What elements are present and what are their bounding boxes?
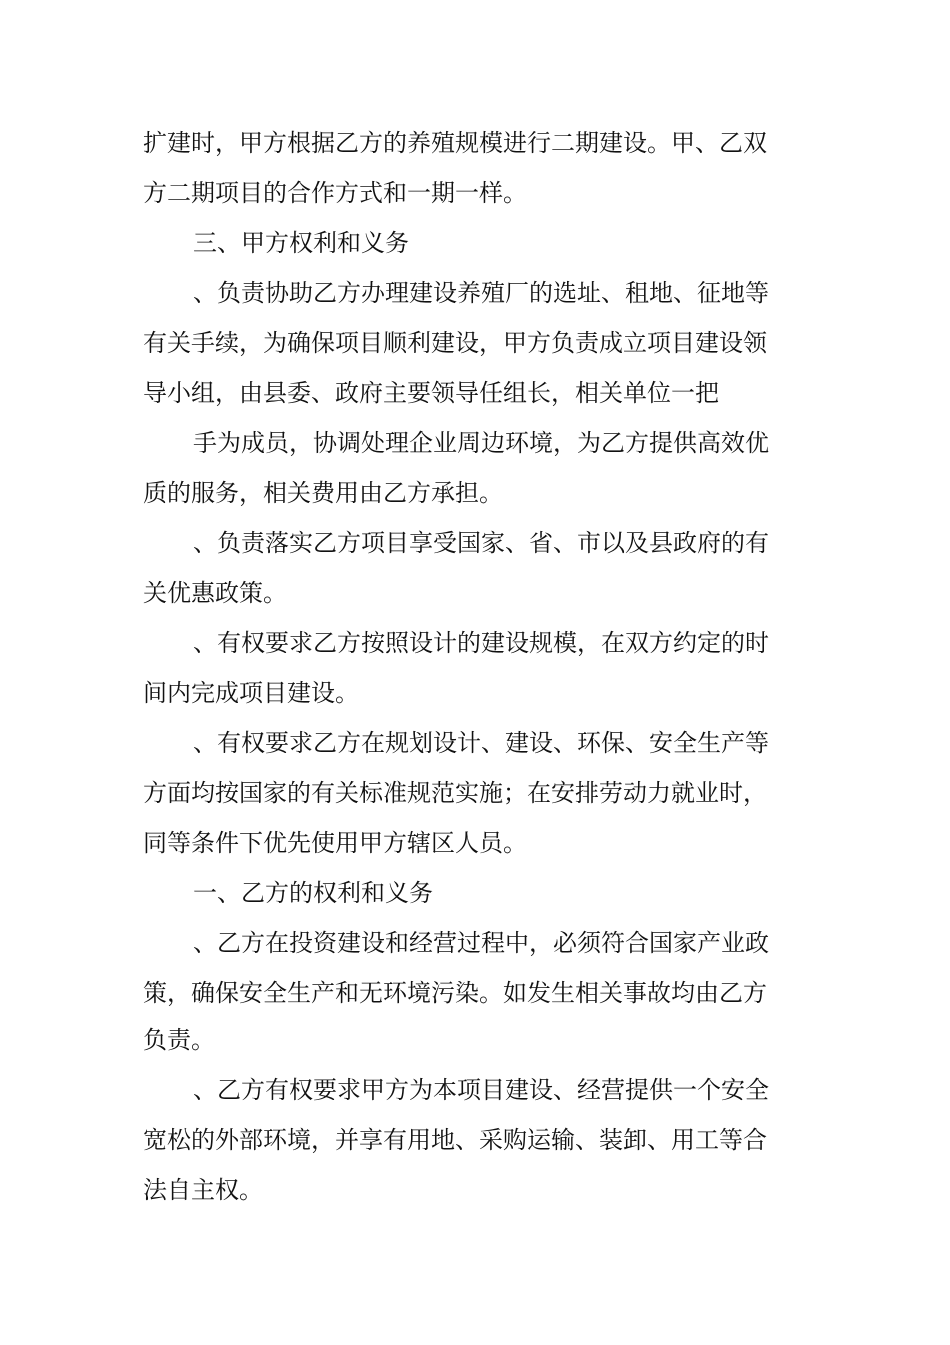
text-line: 、有权要求乙方在规划设计、建设、环保、安全生产等 (193, 729, 769, 757)
text-line: 方二期项目的合作方式和一期一样。 (143, 179, 527, 207)
text-line: 、负责落实乙方项目享受国家、省、市以及县政府的有 (193, 529, 769, 557)
section-heading: 一、乙方的权利和义务 (193, 879, 433, 907)
text-line: 有关手续，为确保项目顺利建设，甲方负责成立项目建设领 (143, 329, 767, 357)
text-line: 、乙方在投资建设和经营过程中，必须符合国家产业政 (193, 929, 769, 957)
text-line: 方面均按国家的有关标准规范实施；在安排劳动力就业时， (143, 779, 767, 807)
text-line: 负责。 (143, 1026, 215, 1054)
text-line: 手为成员，协调处理企业周边环境，为乙方提供高效优 (193, 429, 769, 457)
text-line: 、乙方有权要求甲方为本项目建设、经营提供一个安全 (193, 1076, 769, 1104)
text-line: 关优惠政策。 (143, 579, 287, 607)
text-line: 扩建时，甲方根据乙方的养殖规模进行二期建设。甲、乙双 (143, 129, 767, 157)
text-line: 同等条件下优先使用甲方辖区人员。 (143, 829, 527, 857)
section-heading: 三、甲方权利和义务 (193, 229, 409, 257)
text-line: 、负责协助乙方办理建设养殖厂的选址、租地、征地等 (193, 279, 769, 307)
text-line: 法自主权。 (143, 1176, 263, 1204)
text-line: 间内完成项目建设。 (143, 679, 359, 707)
text-line: 策，确保安全生产和无环境污染。如发生相关事故均由乙方 (143, 979, 767, 1007)
text-line: 导小组，由县委、政府主要领导任组长，相关单位一把 (143, 379, 719, 407)
text-line: 、有权要求乙方按照设计的建设规模，在双方约定的时 (193, 629, 769, 657)
text-line: 质的服务，相关费用由乙方承担。 (143, 479, 503, 507)
text-line: 宽松的外部环境，并享有用地、采购运输、装卸、用工等合 (143, 1126, 767, 1154)
